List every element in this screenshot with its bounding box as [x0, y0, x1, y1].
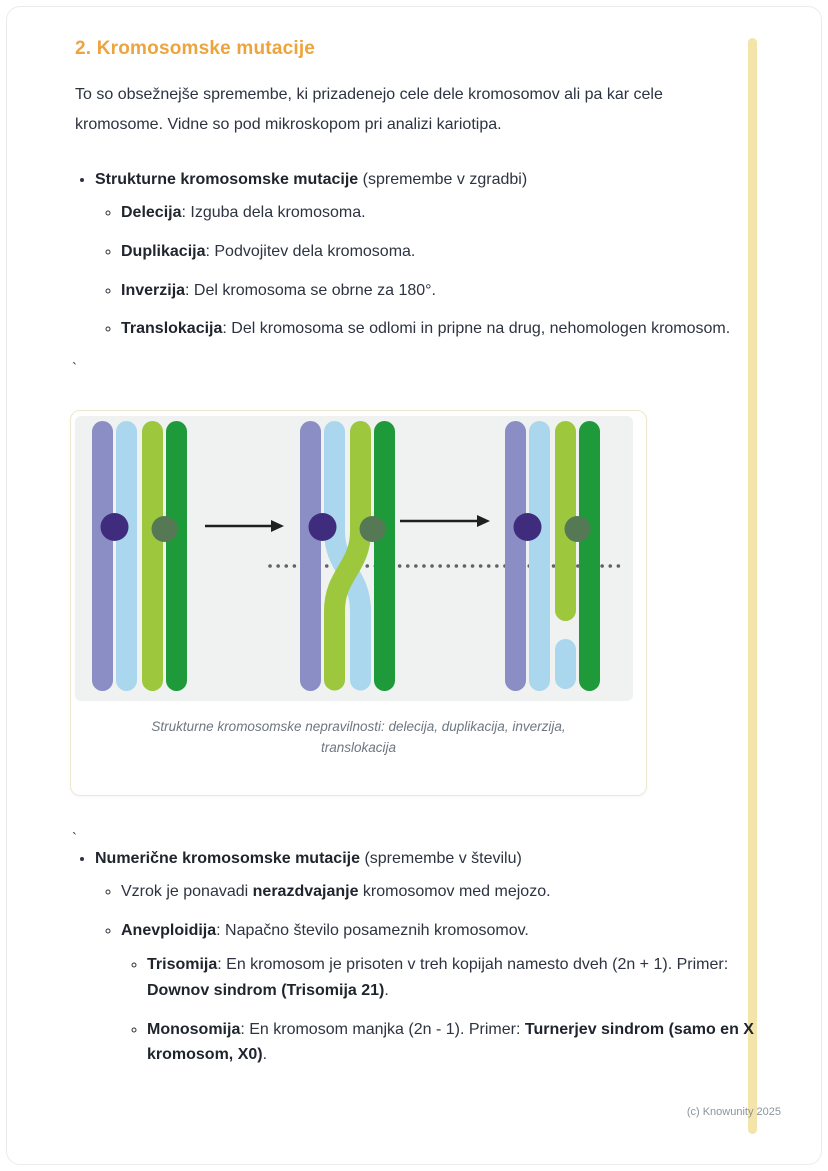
structural-title-rest: (spremembe v zgradbi) [358, 170, 528, 188]
end-monosomija: . [262, 1046, 268, 1064]
desc-delecija: : Izguba dela kromosoma. [181, 204, 366, 222]
copyright-footer: (c) Knowunity 2025 [686, 1106, 781, 1118]
cause-pre: Vzrok je ponavadi [121, 883, 253, 901]
example-trisomija: Downov sindrom (Trisomija 21) [147, 981, 385, 999]
crossover-arms [335, 531, 361, 680]
list-item-structural [95, 167, 755, 342]
desc-anevploidija: : Napačno število posameznih kromosomov. [216, 921, 529, 939]
list-item-numeric [95, 846, 755, 1068]
end-trisomija: . [384, 981, 389, 999]
term-translokacija: Translokacija [121, 320, 223, 338]
numeric-title-rest: (spremembe v številu) [360, 849, 522, 867]
section-heading: 2. Kromosomske mutacije [75, 38, 316, 59]
intro-paragraph: To so obsežnejše spremembe, ki prizadenejo cele dele kromosomov ali pa kar cele kromosome. Vidne so pod mikroskopom pri analizi kariotipa. [75, 86, 663, 134]
term-anevploidija: Anevploidija [121, 921, 217, 939]
list-item-monosomija [147, 1017, 755, 1068]
arrow-2 [400, 515, 490, 527]
list-item-inverzija [121, 278, 755, 304]
desc-inverzija: : Del kromosoma se obrne za 180°. [185, 281, 436, 299]
structural-mutations-list [75, 167, 755, 342]
structural-sublist [95, 200, 755, 341]
stray-backtick-1: ` [72, 359, 77, 377]
stray-backtick-2: ` [72, 829, 77, 847]
term-inverzija: Inverzija [121, 281, 186, 299]
term-duplikacija: Duplikacija [121, 242, 206, 260]
list-item-delecija [121, 200, 755, 226]
cause-post: kromosomov med mejozo. [358, 883, 551, 901]
structural-title-bold: Strukturne kromosomske mutacije [95, 170, 359, 188]
desc-translokacija: : Del kromosoma se odlomi in pripne na drug, nehomologen kromosom. [222, 320, 731, 338]
list-item-anevploidija [121, 918, 755, 1068]
term-trisomija: Trisomija [147, 956, 218, 974]
arrow-1 [205, 520, 284, 532]
list-item-trisomija [147, 952, 755, 1003]
figure-caption: Strukturne kromosomske nepravilnosti: delecija, duplikacija, inverzija, translokacija [151, 718, 566, 755]
example-monosomija: Turnerjev sindrom (samo en X kromosom, X0) [147, 1020, 754, 1064]
desc-duplikacija: : Podvojitev dela kromosoma. [205, 242, 416, 260]
list-item-translokacija [121, 316, 755, 342]
cause-bold: nerazdvajanje [252, 883, 359, 901]
page-content [72, 38, 755, 1081]
term-monosomija: Monosomija [147, 1020, 241, 1038]
figure-card [70, 410, 647, 796]
list-item-cause [121, 879, 755, 905]
numeric-sublist [95, 879, 755, 1068]
aneuploidy-sublist [121, 952, 755, 1067]
term-delecija: Delecija [121, 204, 182, 222]
numeric-title-bold: Numerične kromosomske mutacije [95, 849, 360, 867]
desc-trisomija: : En kromosom je prisoten v treh kopijah namesto dveh (2n + 1). Primer: [217, 956, 729, 974]
list-item-duplikacija [121, 239, 755, 265]
chromosome-mutation-diagram [75, 416, 633, 701]
numeric-mutations-list [75, 846, 755, 1068]
desc-monosomija: : En kromosom manjka (2n - 1). Primer: [240, 1020, 525, 1038]
